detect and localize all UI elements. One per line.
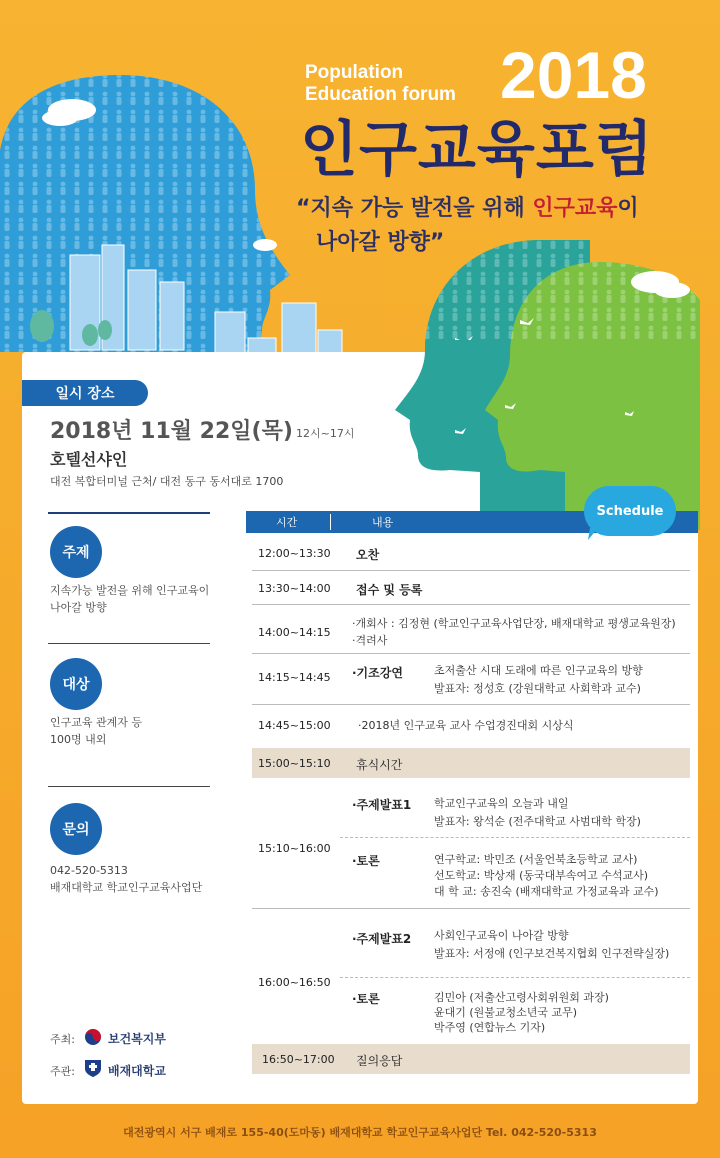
host-label: 주최: — [50, 1033, 75, 1046]
divider — [48, 786, 210, 787]
col-time-header: 시간 — [276, 516, 298, 529]
divider — [48, 512, 210, 514]
r4-line2: 발표자: 정성호 (강원대학교 사회학과 교수) — [434, 682, 641, 695]
r7-time: 15:10~16:00 — [258, 842, 331, 855]
english-title — [305, 62, 456, 106]
pill-tail — [586, 528, 600, 542]
theme-line2: 나아갈 방향 — [50, 601, 107, 614]
english-title-line2: Education forum — [305, 84, 456, 105]
r8-line1: 사회인구교육이 나아갈 방향 — [434, 929, 569, 942]
theme-text — [50, 582, 209, 616]
english-title-line1: Population — [305, 62, 404, 83]
contact-org: 배재대학교 학교인구교육사업단 — [50, 881, 203, 894]
r8-d3: 박주영 (연합뉴스 기자) — [434, 1021, 546, 1034]
row-divider — [252, 908, 690, 909]
r7-label2: ·토론 — [352, 854, 380, 868]
target-text — [50, 714, 142, 748]
r1-time: 12:00~13:30 — [258, 547, 331, 560]
target-line1: 인구교육 관계자 등 — [50, 716, 143, 729]
r4-line1: 초저출산 시대 도래에 따른 인구교육의 방향 — [434, 664, 643, 677]
slogan-quote — [296, 192, 639, 260]
footer-address: 대전광역시 서구 배재로 155-40(도마동) 배재대학교 학교인구교육사업단 Tel. 042-520-5313 — [123, 1126, 597, 1139]
r8-label2: ·토론 — [352, 992, 380, 1006]
organizer-label: 주관: — [50, 1065, 75, 1078]
r4-label: ·기조강연 — [352, 666, 403, 680]
r2-content: 접수 및 등록 — [356, 583, 423, 597]
r3-line1: ·개회사 : 김정현 (학교인구교육사업단장, 배재대학교 평생교육원장) — [352, 617, 676, 630]
schedule-pill: Schedule — [584, 486, 676, 536]
r8-d2: 윤대기 (원불교청소년국 교무) — [434, 1006, 578, 1019]
r2-time: 13:30~14:00 — [258, 582, 331, 595]
header-divider — [330, 514, 331, 530]
year-title: 2018 — [500, 38, 647, 112]
r8-line2: 발표자: 서정애 (인구보건복지협회 인구전략실장) — [434, 947, 670, 960]
r5-time: 14:45~15:00 — [258, 719, 331, 732]
r9-content: 질의응답 — [356, 1054, 403, 1068]
col-content-header: 내용 — [372, 516, 394, 529]
row-divider-dashed — [340, 837, 690, 838]
r7-line2: 발표자: 왕석순 (전주대학교 사범대학 학장) — [434, 815, 641, 828]
quote-line2: 나아갈 방향” — [316, 230, 445, 255]
r9-time: 16:50~17:00 — [262, 1053, 335, 1066]
r3-time: 14:00~14:15 — [258, 626, 331, 639]
r6-time: 15:00~15:10 — [258, 757, 331, 770]
target-line2: 100명 내외 — [50, 733, 107, 746]
r7-line1: 학교인구교육의 오늘과 내일 — [434, 797, 569, 810]
row-divider-dashed — [340, 977, 690, 978]
event-time: 12시~17시 — [296, 427, 355, 440]
theme-line1: 지속가능 발전을 위해 인구교육이 — [50, 584, 210, 597]
taegeuk-icon — [84, 1028, 102, 1046]
row-divider — [252, 704, 690, 705]
r7-d2: 선도학교: 박상재 (동국대부속여고 수석교사) — [434, 869, 649, 882]
r1-content: 오찬 — [356, 548, 380, 562]
row-divider — [252, 570, 690, 571]
r7-d1: 연구학교: 박민조 (서울언북초등학교 교사) — [434, 853, 638, 866]
row-divider — [252, 653, 690, 654]
contact-text — [50, 862, 202, 896]
r3-line2: ·격려사 — [352, 634, 388, 647]
event-address: 대전 복합터미널 근처/ 대전 동구 동서대로 1700 — [50, 475, 284, 488]
r5-content: ·2018년 인구교육 교사 수업경진대회 시상식 — [358, 719, 574, 732]
event-venue: 호텔선샤인 — [50, 450, 128, 469]
r8-d1: 김민아 (저출산고령사회위원회 과장) — [434, 991, 609, 1004]
quote-highlight: 인구교육 — [532, 196, 618, 221]
r7-d3: 대 학 교: 송진숙 (배재대학교 가정교육과 교수) — [434, 885, 659, 898]
r8-label1: ·주제발표2 — [352, 932, 412, 946]
quote-part1: “지속 가능 발전을 위해 — [296, 196, 533, 221]
r8-time: 16:00~16:50 — [258, 976, 331, 989]
divider — [48, 643, 210, 644]
contact-badge: 문의 — [50, 803, 102, 855]
date-place-tag: 일시 장소 — [22, 380, 148, 406]
row-divider — [252, 604, 690, 605]
paichai-crest-icon — [84, 1058, 102, 1078]
r7-label1: ·주제발표1 — [352, 798, 412, 812]
target-badge: 대상 — [50, 658, 102, 710]
r6-content: 휴식시간 — [356, 758, 403, 772]
host-name: 보건복지부 — [108, 1032, 166, 1046]
organizer-name: 배재대학교 — [108, 1064, 166, 1078]
main-title: 인구교육포럼 — [300, 115, 654, 185]
event-date: 2018년 11월 22일(목) — [50, 419, 293, 444]
contact-phone: 042-520-5313 — [50, 864, 128, 877]
r4-time: 14:15~14:45 — [258, 671, 331, 684]
quote-part2: 이 — [617, 196, 639, 221]
theme-badge: 주제 — [50, 526, 102, 578]
